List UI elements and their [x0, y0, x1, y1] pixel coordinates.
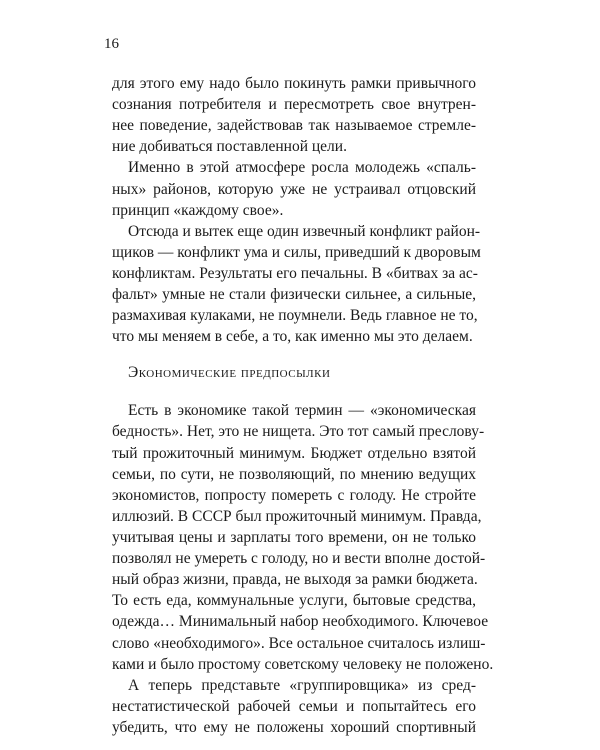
page-number: 16	[104, 36, 119, 52]
text-line: учитывая цены и зарплаты того времени, он не только	[112, 529, 476, 546]
text-line: ками и было простому советскому человеку не положено.	[112, 656, 494, 673]
text-line: фальт» умные не стали физически сильнее, а сильные,	[112, 286, 476, 303]
text-line: А теперь представьте «группировщика» из сред-	[128, 677, 476, 694]
text-line: конфликтам. Результаты его печальны. В «битвах за ас-	[112, 265, 478, 282]
text-line: для этого ему надо было покинуть рамки привычного	[112, 75, 476, 92]
text-line: убедить, что ему не положены хороший спортивный	[112, 719, 476, 736]
text-line: позволял не умереть с голоду, но и вести вполне достой-	[112, 550, 486, 567]
text-line: ных» районов, которую уже не устраивал отцовский	[112, 181, 476, 198]
text-line: нестатистической рабочей семьи и попытайтесь его	[112, 698, 476, 715]
text-line: Отсюда и вытек еще один извечный конфликт район-	[128, 223, 481, 240]
text-line: иллюзий. В СССР был прожиточный минимум. Правда,	[112, 508, 482, 525]
text-line: ние добиваться поставленной цели.	[112, 138, 347, 155]
text-line: нее поведение, задействовав так называемое стремле-	[112, 117, 476, 134]
text-line: размахивая кулаками, не поумнели. Ведь главное не то,	[112, 307, 478, 324]
text-line: слово «необходимого». Все остальное считалось излиш-	[112, 635, 486, 652]
text-line: ный образ жизни, правда, не выходя за рамки бюджета.	[112, 571, 478, 588]
text-line: тый прожиточный минимум. Бюджет отдельно взятой	[112, 445, 476, 462]
text-line: То есть еда, коммунальные услуги, бытовые средства,	[112, 592, 476, 609]
text-line: одежда… Минимальный набор необходимого. Ключевое	[112, 613, 489, 630]
text-line: Есть в экономике такой термин — «экономическая	[128, 402, 476, 419]
text-line: принцип «каждому свое».	[112, 202, 284, 219]
text-line: семьи, по сути, не позволяющий, по мнению ведущих	[112, 466, 476, 483]
text-line: сознания потребителя и пересмотреть свое внутрен-	[112, 96, 476, 113]
text-line: что мы меняем в себе, а то, как именно мы это делаем.	[112, 328, 473, 345]
text-line: бедность». Нет, это не нищета. Это тот самый преслову-	[112, 423, 485, 440]
text-line: экономистов, попросту помереть с голоду. Не стройте	[112, 487, 476, 504]
text-line: щиков — конфликт ума и силы, приведший к дворовым	[112, 244, 481, 261]
text-line: Именно в этой атмосфере росла молодежь «спаль-	[128, 159, 476, 176]
section-heading: Экономические предпосылки	[128, 364, 331, 381]
